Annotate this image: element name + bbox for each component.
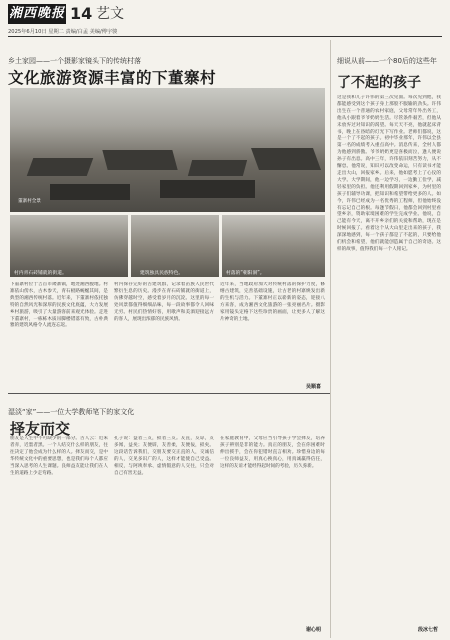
- second-article-kicker: 湿淡“家”——一位大学教师笔下的家文化: [8, 408, 135, 416]
- street-photo: [10, 215, 128, 277]
- column-divider: [330, 40, 331, 638]
- main-article-kicker: 乡土家园——一个摄影家镜头下的传统村落: [8, 57, 141, 65]
- newspaper-logo: 湘西晚报: [8, 4, 66, 24]
- cave-photo: [222, 215, 325, 277]
- architecture-photo: [131, 215, 219, 277]
- section-rule: [8, 393, 330, 394]
- second-article-title: 择友而交: [10, 420, 71, 438]
- second-article-body: 朋友是人生中不可缺少的一部分。古人云：近朱者赤，近墨者黑。一个人结交什么样的朋友，往往决定了他会成为什么样的人。择友而交，是中华传统文化中的重要思想，也是我们每个人都应当深入思考的人生课题。良师益友能让我们在人生的道路上少走弯路。: [10, 436, 108, 476]
- right-article-kicker: 细说从前——一个80后的这些年: [337, 57, 437, 65]
- second-article-body: 在家庭教育中，父母应当引导孩子学会择友，培养孩子辨别是非的能力。真正的朋友，会在你困难时伸出援手，会在你犯错时直言相劝。珍惜身边的每一位良师益友，用真心换真心，用真诚赢得信任，这样的友谊才能经得起时间的考验，历久弥新。: [220, 436, 325, 469]
- photo-caption: 村落的“朝阳洞”。: [226, 271, 265, 276]
- dateline: 2025年6月10日 星期二 责编/白孟 美编/傅宇骏: [8, 29, 118, 35]
- header-rule: [8, 36, 442, 37]
- section-title: 艺文: [96, 6, 124, 22]
- right-article-author: 段冰七哲: [418, 627, 439, 633]
- second-article-body: 孔子说：益者三友，损者三友。友直，友谅，友多闻，益矣；友便辟，友善柔，友便佞，损矣。这段话告诉我们，交朋友要交正直的人，交诚信的人，交见多识广的人，这样才能使自己受益。相反，与阿谀奉承、虚情假意的人交往，只会对自己有害无益。: [114, 436, 214, 476]
- photo-caption: 村内青石砖铺就的街道。: [14, 271, 67, 276]
- panorama-caption: 董寨村全景: [18, 199, 41, 204]
- right-article-body: 这是我和儿子许伟的第三次见面。每次见到他，我都能感受到这个孩子身上那股不服输的劲头。许伟出生在一个普通的农村家庭，父母常年外出务工，他从小跟着爷爷奶奶生活。尽管条件艰苦，但他从未放弃过对知识的渴望。每天天不亮，他就起床背书，晚上在昏暗的灯光下写作业。老师们都说，这是一个了不起的孩子。初中毕业那年，许伟以全县第一名的成绩考入重点高中。消息传来，全村人都为他感到骄傲。爷爷奶奶更是喜极而泣，逢人便说孙子有出息。高中三年，许伟依旧刻苦努力，从不懈怠。他常说，知识可以改变命运，只有读书才能走出大山，回报家乡。后来，他如愿考上了心仪的大学。大学期间，他一边学习，一边勤工俭学，减轻家里的负担。他还利用假期回到家乡，为村里的孩子们辅导功课，把知识和希望带给更多的人。如今，许伟已经成为一名优秀的工程师，但他始终没有忘记自己的根。每逢节假日，他都会回到村里看望乡亲，资助家境困难的学生完成学业。他说，自己能有今天，离不开乡亲们的关爱和帮助，现在是时候回报了。看着这个从大山里走出来的孩子，我深深地感到，每一个孩子都是了不起的，只要给他们机会和希望，他们就能创造属于自己的奇迹。这样的故事，值得我们每一个人铭记。: [337, 95, 441, 252]
- second-article-author: 谢心明: [306, 627, 322, 633]
- right-article-title: 了不起的孩子: [337, 75, 421, 91]
- main-article-body: 近年来，当地政府加大对传统村落的保护力度，修缮古建筑，完善基础设施，让古老的村寨焕发出新的生机与活力。下董寨村正以崭新的姿态，迎接八方来客，成为湘西文化旅游的一张亮丽名片。摄影家用镜头定格下这些珍贵的画面，让更多人了解这片神奇的土地。: [220, 282, 325, 322]
- village-panorama-photo: [10, 88, 325, 212]
- main-article-body: 村内保存完好的古建筑群，记录着苗族人民世代繁衍生息的历史。漫步在青石砖铺就的街道上，仿佛穿越时空，感受着岁月的沉淀。这里的每一处风景都值得细细品味，每一段故事都令人回味无穷。村民们热情好客，用歌声和美酒迎接远方的客人，展现出浓郁的民族风情。: [114, 282, 214, 322]
- main-article-author: 吴顺喜: [306, 384, 322, 390]
- photo-caption: 建筑独具民族特色。: [140, 271, 184, 276]
- masthead: [0, 0, 450, 40]
- main-article-title: 文化旅游资源丰富的下董寨村: [8, 69, 217, 87]
- main-article-body: 下董寨村位于吉首市矮寨镇，地处湘西腹地。村寨依山傍水，古木参天，青石板路蜿蜒其间，是典型的湘西传统村落。近年来，下董寨村依托独特的自然风光和深厚的民族文化底蕴，大力发展乡村旅游，吸引了大量游客前来观光体验。走进下董寨村，一栋栋木质吊脚楼错落有致，古朴典雅的建筑风格令人流连忘返。: [10, 282, 108, 329]
- page-number: 14: [70, 4, 93, 23]
